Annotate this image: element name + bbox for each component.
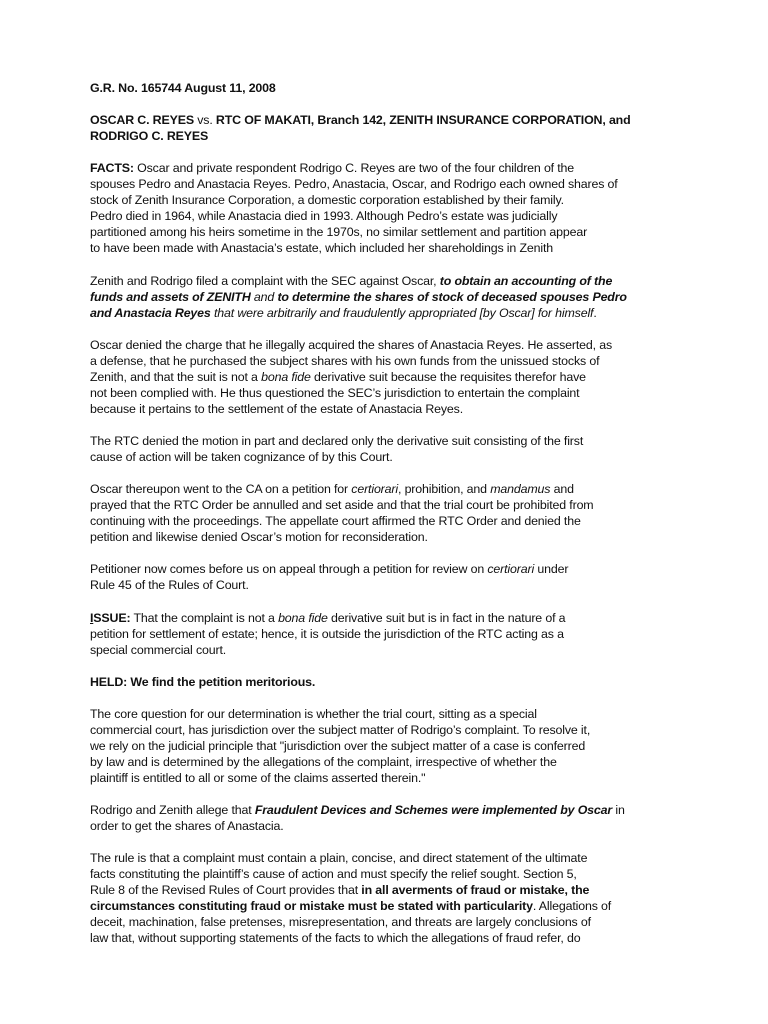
text-run: Fraudulent Devices and Schemes were implemented by Oscar — [254, 803, 613, 818]
text-line — [90, 626, 710, 642]
text-line — [90, 273, 710, 289]
text-line — [90, 337, 710, 353]
text-line — [90, 80, 710, 96]
text-run: . Allegations of — [532, 899, 612, 914]
text-run: facts constituting the plaintiff’s cause of action and must specify the relief sought. Section 5, — [90, 867, 577, 882]
text-run: to determine the shares of stock of deceased spouses Pedro — [277, 289, 627, 304]
text-run: That the complaint is not a — [130, 610, 279, 625]
text-line — [90, 369, 710, 385]
ca-paragraph — [90, 481, 710, 545]
text-run: . — [593, 305, 597, 320]
text-line — [90, 914, 710, 930]
text-run: HELD: We find the petition meritorious. — [90, 674, 316, 689]
text-line — [90, 433, 710, 449]
text-run: The core question for our determination is whether the trial court, sitting as a special — [90, 706, 537, 721]
text-run: The RTC denied the motion in part and declared only the derivative suit consisting of the first — [90, 433, 584, 448]
text-run: to obtain an accounting of the — [439, 273, 613, 288]
text-run: SSUE: — [93, 610, 131, 625]
text-line — [90, 401, 710, 417]
text-run: partitioned among his heirs sometime in the 1970s, no similar settlement and partition appear — [90, 225, 588, 240]
text-run: and — [550, 482, 574, 497]
text-line — [90, 353, 710, 369]
text-run: bona fide — [278, 610, 328, 625]
text-line — [90, 561, 710, 577]
text-run: derivative suit because the requisites therefor have — [310, 369, 586, 384]
text-run: derivative suit but is in fact in the nature of a — [327, 610, 566, 625]
text-run: stock of Zenith Insurance Corporation, a domestic corporation established by their family. — [90, 193, 564, 208]
text-run: continuing with the proceedings. The appellate court affirmed the RTC Order and denied the — [90, 514, 581, 529]
text-run: certiorari — [487, 562, 535, 577]
text-line — [90, 610, 710, 626]
text-run: plaintiff is entitled to all or some of the claims asserted therein." — [90, 770, 426, 785]
held-heading — [90, 674, 710, 690]
rule-paragraph — [90, 850, 710, 946]
text-run: we rely on the judicial principle that "jurisdiction over the subject matter of a case is conferred — [90, 738, 586, 753]
text-run: cause of action will be taken cognizance of by this Court. — [90, 449, 393, 464]
text-run: Petitioner now comes before us on appeal through a petition for review on — [90, 562, 488, 577]
text-line — [90, 128, 710, 144]
issue-paragraph — [90, 610, 710, 658]
document-page — [90, 80, 710, 962]
text-line — [90, 289, 710, 305]
text-run: petition for settlement of estate; hence, it is outside the jurisdiction of the RTC acting as a — [90, 626, 564, 641]
core-question-paragraph — [90, 706, 710, 786]
text-run: special commercial court. — [90, 642, 227, 657]
text-line — [90, 449, 710, 465]
text-run: under — [534, 562, 569, 577]
text-run: Oscar denied the charge that he illegally acquired the shares of Anastacia Reyes. He asserted, as — [90, 337, 612, 352]
text-run: not been complied with. He thus questioned the SEC’s jurisdiction to entertain the complaint — [90, 385, 580, 400]
text-line — [90, 240, 710, 256]
text-line — [90, 208, 710, 224]
text-run: that were arbitrarily and fraudulently appropriated [by Oscar] for himself — [210, 305, 594, 320]
text-run: Rule 45 of the Rules of Court. — [90, 578, 249, 593]
text-run: Rodrigo and Zenith allege that — [90, 803, 255, 818]
text-run: vs. — [197, 113, 216, 128]
text-run: petition and likewise denied Oscar’s motion for reconsideration. — [90, 530, 428, 545]
text-line — [90, 642, 710, 658]
case-header — [90, 80, 710, 96]
complaint-paragraph — [90, 273, 710, 321]
text-run: spouses Pedro and Anastacia Reyes. Pedro, Anastacia, Oscar, and Rodrigo each owned shares of — [90, 177, 618, 192]
text-run: The rule is that a complaint must contain a plain, concise, and direct statement of the ultimate — [90, 851, 588, 866]
text-line — [90, 176, 710, 192]
text-run: a defense, that he purchased the subject shares with his own funds from the unissued stocks of — [90, 353, 600, 368]
text-line — [90, 898, 710, 914]
text-line — [90, 577, 710, 593]
text-run: G.R. No. 165744 August 11, 2008 — [90, 81, 276, 95]
text-run: Oscar thereupon went to the CA on a petition for — [90, 482, 352, 497]
text-line — [90, 112, 710, 128]
text-line — [90, 481, 710, 497]
text-line — [90, 674, 710, 690]
text-run: deceit, machination, false pretenses, misrepresentation, and threats are largely conclusions of — [90, 915, 591, 930]
text-line — [90, 930, 710, 946]
text-line — [90, 160, 710, 176]
text-line — [90, 850, 710, 866]
text-run: certiorari — [351, 482, 398, 497]
text-run: bona fide — [261, 369, 311, 384]
text-run: circumstances constituting fraud or mistake must be stated with particularity — [90, 899, 533, 914]
text-run: Zenith and Rodrigo filed a complaint with the SEC against Oscar, — [90, 273, 440, 288]
text-line — [90, 529, 710, 545]
text-run: in — [612, 803, 625, 818]
text-line — [90, 738, 710, 754]
text-line — [90, 882, 710, 898]
text-run: Pedro died in 1964, while Anastacia died in 1993. Although Pedro’s estate was judicially — [90, 209, 558, 224]
text-run: law that, without supporting statements of the facts to which the allegations of fraud refer, do — [90, 931, 581, 946]
rtc-paragraph — [90, 433, 710, 465]
text-run: in all averments of fraud or mistake, the — [361, 883, 590, 898]
text-run: , prohibition, and — [397, 482, 491, 497]
text-line — [90, 754, 710, 770]
text-run: to have been made with Anastacia’s estate, which included her shareholdings in Zenith — [90, 241, 553, 256]
text-line — [90, 192, 710, 208]
text-run: because it pertains to the settlement of the estate of Anastacia Reyes. — [90, 401, 463, 416]
text-line — [90, 513, 710, 529]
text-run: and Anastacia Reyes — [90, 305, 211, 320]
text-run: mandamus — [490, 482, 551, 497]
text-line — [90, 706, 710, 722]
text-run: and — [250, 289, 278, 304]
text-line — [90, 385, 710, 401]
text-run: Oscar and private respondent Rodrigo C. Reyes are two of the four children of the — [133, 161, 575, 176]
text-run: commercial court, has jurisdiction over the subject matter of Rodrigo’s complaint. To resolve it, — [90, 722, 591, 737]
text-line — [90, 224, 710, 240]
text-line — [90, 305, 710, 321]
text-run: FACTS: — [90, 161, 134, 176]
text-run: Rule 8 of the Revised Rules of Court provides that — [90, 883, 362, 898]
text-run: RTC OF MAKATI, Branch 142, ZENITH INSURANCE CORPORATION, and — [215, 113, 631, 128]
text-run: funds and assets of ZENITH — [90, 289, 251, 304]
text-run: Zenith, and that the suit is not a — [90, 369, 262, 384]
text-run: RODRIGO C. REYES — [90, 129, 209, 144]
text-run: order to get the shares of Anastacia. — [90, 819, 284, 834]
petition-paragraph — [90, 561, 710, 593]
text-run: I — [90, 610, 94, 625]
text-line — [90, 722, 710, 738]
text-run: prayed that the RTC Order be annulled and set aside and that the trial court be prohibited from — [90, 498, 594, 513]
text-line — [90, 770, 710, 786]
defense-paragraph — [90, 337, 710, 417]
case-title — [90, 112, 710, 144]
text-line — [90, 802, 710, 818]
text-line — [90, 497, 710, 513]
text-line — [90, 818, 710, 834]
text-run: OSCAR C. REYES — [90, 113, 198, 128]
text-line — [90, 866, 710, 882]
allegation-paragraph — [90, 802, 710, 834]
facts-paragraph — [90, 160, 710, 256]
text-run: by law and is determined by the allegations of the complaint, irrespective of whether the — [90, 754, 557, 769]
